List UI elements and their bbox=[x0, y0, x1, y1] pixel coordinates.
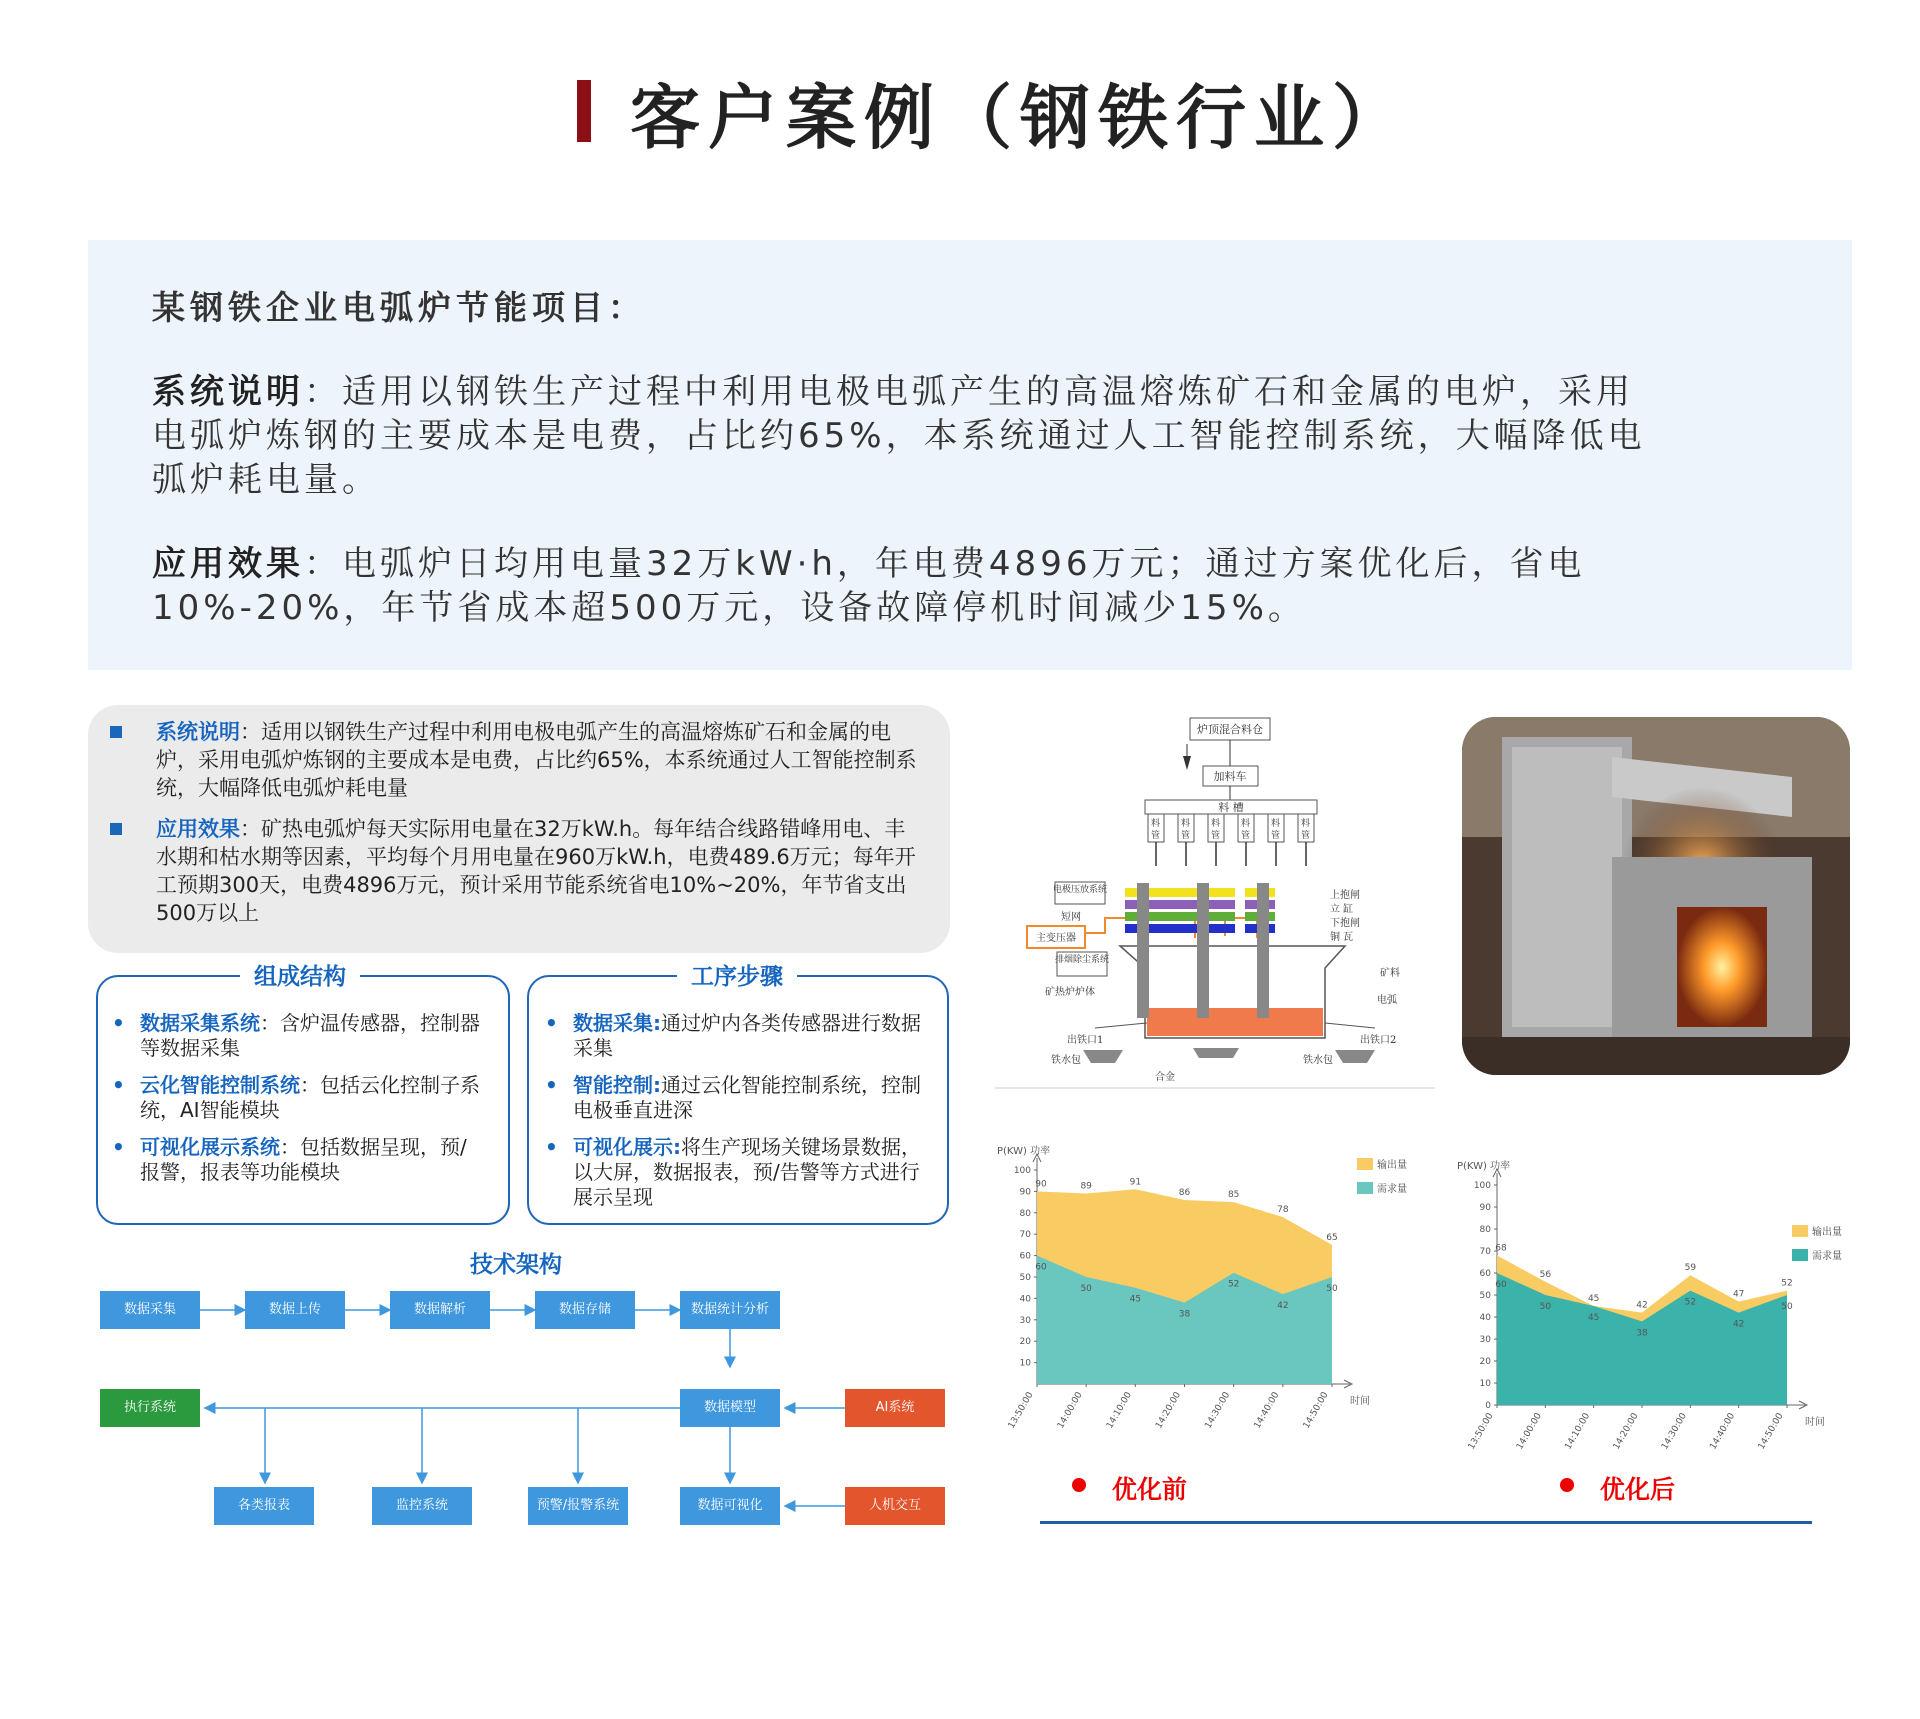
furnace-top-bin-label: 炉顶混合料仓 bbox=[1197, 723, 1263, 736]
process-item-label: 可视化展示: bbox=[573, 1135, 681, 1159]
bullet-dot-icon: • bbox=[112, 1011, 125, 1035]
y-tick-label: 50 bbox=[1479, 1291, 1491, 1301]
caption-underline bbox=[1040, 1521, 1812, 1524]
svg-text:管: 管 bbox=[1301, 831, 1311, 841]
bullet-dot-icon: • bbox=[112, 1135, 125, 1159]
legend-swatch bbox=[1792, 1249, 1808, 1261]
data-label-output: 68 bbox=[1495, 1243, 1507, 1254]
y-tick-label: 20 bbox=[1479, 1357, 1491, 1367]
furnace-cylinder-label: 立 缸 bbox=[1330, 904, 1354, 915]
svg-text:料: 料 bbox=[1211, 819, 1221, 829]
svg-text:管: 管 bbox=[1241, 831, 1251, 841]
process-item bbox=[545, 1135, 933, 1210]
y-tick-label: 80 bbox=[1019, 1208, 1031, 1219]
data-label-demand: 45 bbox=[1129, 1294, 1142, 1305]
intro-panel bbox=[88, 240, 1852, 670]
process-item bbox=[545, 1073, 933, 1123]
data-label-output: 89 bbox=[1080, 1181, 1092, 1192]
y-tick-label: 10 bbox=[1019, 1358, 1031, 1369]
arch-box-exec: 执行系统 bbox=[100, 1389, 200, 1427]
data-label-output: 47 bbox=[1732, 1289, 1745, 1300]
summary-effect-label: 应用效果 bbox=[156, 817, 240, 841]
legend-label: 需求量 bbox=[1812, 1251, 1842, 1262]
furnace-transformer-label: 主变压器 bbox=[1036, 933, 1076, 944]
y-tick-label: 90 bbox=[1019, 1187, 1031, 1198]
process-item-text: 通过云化智能控制系统，控制电极垂直进深 bbox=[573, 1073, 921, 1122]
data-label-demand: 50 bbox=[1080, 1284, 1092, 1294]
arch-box-upload: 数据上传 bbox=[245, 1291, 345, 1329]
data-label-demand: 50 bbox=[1539, 1302, 1552, 1312]
composition-item bbox=[112, 1073, 485, 1123]
furnace-alloy-label: 合金 bbox=[1155, 1072, 1175, 1083]
svg-text:料: 料 bbox=[1301, 819, 1311, 829]
process-item-label: 数据采集: bbox=[573, 1011, 661, 1035]
arch-box-store: 数据存储 bbox=[535, 1291, 635, 1329]
furnace-ladle-right-label: 铁水包 bbox=[1303, 1055, 1333, 1066]
furnace-tap2-label: 出铁口2 bbox=[1360, 1035, 1397, 1046]
svg-text:料: 料 bbox=[1181, 819, 1191, 829]
svg-text:料: 料 bbox=[1241, 819, 1251, 829]
data-label-demand: 38 bbox=[1636, 1328, 1648, 1339]
legend-swatch bbox=[1792, 1225, 1808, 1237]
composition-item bbox=[112, 1011, 485, 1061]
arch-box-model: 数据模型 bbox=[680, 1389, 780, 1427]
y-tick-label: 10 bbox=[1479, 1379, 1491, 1389]
x-tick-label: 14:10:00 bbox=[1563, 1411, 1593, 1452]
furnace-tap1-label: 出铁口1 bbox=[1067, 1035, 1104, 1046]
furnace-electrode-system-label: 电极压放系统 bbox=[1052, 885, 1108, 895]
summary-panel bbox=[88, 705, 950, 953]
bullet-dot-icon: • bbox=[545, 1073, 558, 1097]
x-axis-label: 时间 bbox=[1350, 1396, 1370, 1407]
x-tick-label: 14:10:00 bbox=[1105, 1390, 1134, 1431]
data-label-output: 91 bbox=[1129, 1177, 1142, 1188]
y-tick-label: 30 bbox=[1019, 1315, 1031, 1326]
x-tick-label: 14:00:00 bbox=[1055, 1390, 1085, 1431]
composition-item-label: 数据采集系统 bbox=[140, 1011, 260, 1035]
data-label-demand: 52 bbox=[1227, 1279, 1240, 1290]
svg-text:管: 管 bbox=[1211, 831, 1221, 841]
square-bullet-icon bbox=[110, 823, 122, 835]
composition-item-text: ：包括云化控制子系统，AI智能模块 bbox=[140, 1073, 480, 1122]
y-tick-label: 0 bbox=[1485, 1401, 1491, 1411]
furnace-arc-label: 电弧 bbox=[1377, 995, 1397, 1006]
composition-item-text: ：包括数据呈现，预/报警，报表等功能模块 bbox=[140, 1135, 467, 1184]
x-tick-label: 14:40:00 bbox=[1708, 1411, 1738, 1452]
process-item bbox=[545, 1011, 933, 1061]
y-tick-label: 60 bbox=[1019, 1251, 1031, 1262]
data-label-demand: 38 bbox=[1178, 1309, 1191, 1320]
summary-system-text: ：适用以钢铁生产过程中利用电极电弧产生的高温熔炼矿石和金属的电炉，采用电弧炉炼钢的主要成本是电费，占比约65%，本系统通过人工智能控制系统，大幅降低电弧炉耗电量 bbox=[156, 720, 917, 800]
intro-effect-label: 应用效果 bbox=[152, 544, 304, 584]
x-tick-label: 14:30:00 bbox=[1203, 1390, 1233, 1431]
data-label-demand: 42 bbox=[1732, 1319, 1745, 1330]
data-label-demand: 60 bbox=[1035, 1262, 1047, 1273]
arch-box-alarm: 预警/报警系统 bbox=[528, 1487, 628, 1525]
data-label-demand: 42 bbox=[1277, 1301, 1289, 1312]
furnace-body-label: 矿热炉炉体 bbox=[1045, 987, 1095, 998]
process-item-text: 通过炉内各类传感器进行数据采集 bbox=[573, 1011, 921, 1060]
furnace-upper-clamp-label: 上抱闸 bbox=[1330, 890, 1360, 901]
furnace-copper-label: 铜 瓦 bbox=[1330, 932, 1354, 943]
intro-heading: 某钢铁企业电弧炉节能项目： bbox=[152, 288, 646, 327]
furnace-trough-label: 料 槽 bbox=[1218, 801, 1244, 814]
arch-box-parse: 数据解析 bbox=[390, 1291, 490, 1329]
y-tick-label: 70 bbox=[1479, 1247, 1491, 1257]
y-tick-label: 20 bbox=[1019, 1337, 1031, 1348]
data-label-demand: 50 bbox=[1326, 1284, 1338, 1294]
legend-label: 输出量 bbox=[1377, 1160, 1407, 1171]
x-tick-label: 13:50:00 bbox=[1006, 1390, 1036, 1431]
arch-box-ai: AI系统 bbox=[845, 1389, 945, 1427]
data-label-output: 86 bbox=[1178, 1187, 1191, 1198]
x-axis-label: 时间 bbox=[1805, 1417, 1825, 1428]
architecture-title: 技术架构 bbox=[470, 1252, 562, 1278]
intro-system-label: 系统说明 bbox=[152, 372, 304, 412]
svg-text:管: 管 bbox=[1181, 831, 1191, 841]
arch-box-reports: 各类报表 bbox=[214, 1487, 314, 1525]
furnace-lower-clamp-label: 下抱闸 bbox=[1330, 918, 1360, 929]
data-label-output: 59 bbox=[1684, 1263, 1697, 1274]
svg-text:料: 料 bbox=[1151, 819, 1161, 829]
x-tick-label: 13:50:00 bbox=[1466, 1411, 1496, 1452]
summary-effect-text: ：矿热电弧炉每天实际用电量在32万kW.h。每年结合线路错峰用电、丰水期和枯水期等因素，平均每个月用电量在960万kW.h，电费489.6万元；每年开工预期300天，电费4896万元，预计采用节能系统省电10%~20%，年节省支出500万以上 bbox=[156, 817, 916, 925]
y-axis-label: P(KW) 功率 bbox=[997, 1146, 1051, 1157]
caption-after-dot-icon bbox=[1560, 1478, 1574, 1492]
caption-after: 优化后 bbox=[1600, 1475, 1676, 1504]
data-label-output: 56 bbox=[1539, 1269, 1552, 1280]
intro-system-line1: ：适用以钢铁生产过程中利用电极电弧产生的高温熔炼矿石和金属的电炉，采用 bbox=[304, 372, 1634, 412]
arch-box-collect: 数据采集 bbox=[100, 1291, 200, 1329]
summary-item-system bbox=[110, 718, 925, 802]
y-tick-label: 40 bbox=[1019, 1294, 1031, 1305]
furnace-diagram bbox=[995, 708, 1440, 1090]
y-tick-label: 100 bbox=[1473, 1181, 1491, 1191]
data-label-output: 42 bbox=[1636, 1300, 1648, 1311]
x-tick-label: 14:00:00 bbox=[1515, 1411, 1544, 1452]
y-tick-label: 100 bbox=[1013, 1166, 1031, 1176]
bullet-dot-icon: • bbox=[545, 1011, 558, 1035]
y-axis-label: P(KW) 功率 bbox=[1457, 1161, 1511, 1172]
intro-effect-description bbox=[152, 542, 1792, 630]
process-panel bbox=[527, 964, 949, 1225]
composition-item-text: ：含炉温传感器，控制器等数据采集 bbox=[140, 1011, 480, 1060]
page-title: 客户案例（钢铁行业） bbox=[630, 77, 1410, 159]
caption-before-dot-icon bbox=[1072, 1478, 1086, 1492]
legend-label: 需求量 bbox=[1377, 1184, 1407, 1195]
data-label-output: 85 bbox=[1227, 1190, 1240, 1201]
process-item-label: 智能控制: bbox=[573, 1073, 661, 1097]
furnace-ore-label: 矿料 bbox=[1380, 968, 1400, 979]
data-label-output: 45 bbox=[1587, 1294, 1600, 1304]
caption-before: 优化前 bbox=[1112, 1475, 1188, 1504]
arch-box-stats: 数据统计分析 bbox=[680, 1291, 780, 1329]
composition-panel bbox=[96, 964, 510, 1225]
legend-swatch bbox=[1357, 1182, 1373, 1194]
title-accent-bar bbox=[577, 80, 591, 142]
svg-text:管: 管 bbox=[1271, 831, 1281, 841]
legend-swatch bbox=[1357, 1158, 1373, 1170]
data-label-demand: 52 bbox=[1684, 1297, 1697, 1308]
y-tick-label: 60 bbox=[1479, 1269, 1491, 1279]
x-tick-label: 14:40:00 bbox=[1252, 1390, 1282, 1431]
data-label-output: 52 bbox=[1781, 1278, 1793, 1289]
composition-item bbox=[112, 1135, 485, 1185]
y-tick-label: 80 bbox=[1479, 1225, 1491, 1235]
data-label-demand: 60 bbox=[1495, 1280, 1507, 1290]
data-label-output: 65 bbox=[1326, 1232, 1338, 1243]
y-tick-label: 30 bbox=[1479, 1335, 1491, 1345]
x-tick-label: 14:20:00 bbox=[1611, 1411, 1641, 1452]
furnace-short-net-label: 短网 bbox=[1061, 912, 1081, 923]
arch-box-visual: 数据可视化 bbox=[680, 1487, 780, 1525]
arch-box-hmi: 人机交互 bbox=[845, 1487, 945, 1525]
chart-after-optimization bbox=[1440, 1140, 1850, 1470]
data-label-output: 78 bbox=[1277, 1205, 1289, 1216]
intro-effect-line1: ：电弧炉日均用电量32万kW·h，年电费4896万元；通过方案优化后，省电 bbox=[304, 544, 1586, 584]
summary-item-effect bbox=[110, 815, 925, 927]
furnace-car-label: 加料车 bbox=[1213, 770, 1247, 783]
legend-label: 输出量 bbox=[1812, 1227, 1842, 1238]
bullet-dot-icon: • bbox=[112, 1073, 125, 1097]
arch-box-monitor: 监控系统 bbox=[372, 1487, 472, 1525]
composition-item-label: 可视化展示系统 bbox=[140, 1135, 280, 1159]
process-item-text: 将生产现场关键场景数据，以大屏，数据报表，预/告警等方式进行展示呈现 bbox=[573, 1135, 921, 1209]
chart-before-optimization bbox=[985, 1140, 1407, 1470]
data-label-output: 90 bbox=[1035, 1179, 1047, 1190]
furnace-ladle-left-label: 铁水包 bbox=[1051, 1055, 1081, 1066]
svg-text:料: 料 bbox=[1271, 819, 1281, 829]
composition-item-label: 云化智能控制系统 bbox=[140, 1073, 300, 1097]
data-label-demand: 45 bbox=[1587, 1313, 1600, 1323]
bullet-dot-icon: • bbox=[545, 1135, 558, 1159]
intro-effect-line2: 10%-20%，年节省成本超500万元，设备故障停机时间减少15%。 bbox=[152, 588, 1306, 628]
y-tick-label: 50 bbox=[1019, 1273, 1031, 1283]
x-tick-label: 14:50:00 bbox=[1756, 1411, 1786, 1452]
data-label-demand: 50 bbox=[1781, 1302, 1793, 1312]
intro-system-line3: 弧炉耗电量。 bbox=[152, 460, 380, 500]
furnace-photo bbox=[1462, 717, 1850, 1075]
intro-system-line2: 电弧炉炼钢的主要成本是电费，占比约65%，本系统通过人工智能控制系统，大幅降低电 bbox=[152, 416, 1646, 456]
composition-title: 组成结构 bbox=[240, 958, 360, 991]
y-tick-label: 40 bbox=[1479, 1313, 1491, 1323]
intro-system-description bbox=[152, 370, 1792, 502]
square-bullet-icon bbox=[110, 726, 122, 738]
furnace-dust-label: 排烟除尘系统 bbox=[1054, 955, 1110, 965]
x-tick-label: 14:20:00 bbox=[1154, 1390, 1184, 1431]
x-tick-label: 14:30:00 bbox=[1660, 1411, 1689, 1452]
summary-system-label: 系统说明 bbox=[156, 720, 240, 744]
y-tick-label: 70 bbox=[1019, 1230, 1031, 1241]
y-tick-label: 90 bbox=[1479, 1203, 1491, 1213]
x-tick-label: 14:50:00 bbox=[1301, 1390, 1331, 1431]
svg-text:管: 管 bbox=[1151, 831, 1161, 841]
process-title: 工序步骤 bbox=[677, 958, 797, 991]
